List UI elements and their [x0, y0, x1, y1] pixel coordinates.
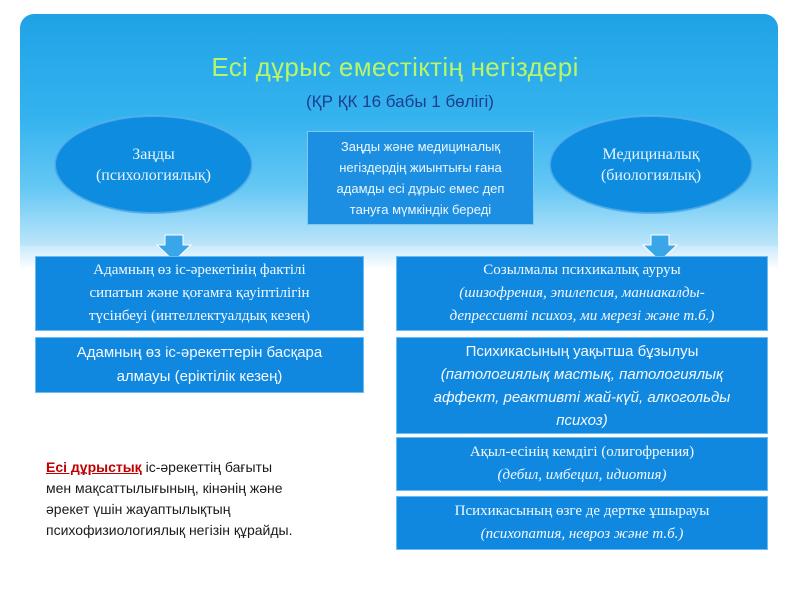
box-heading: Созылмалы психикалық ауруы — [483, 262, 681, 278]
box-line: сипатын және қоғамға қауіптілігін — [89, 285, 310, 301]
box-line: Адамның өз іс-әрекеттерін басқара — [76, 344, 323, 361]
combined-criteria-line: тануға мүмкіндік береді — [349, 202, 492, 217]
medical-basis-label: Медициналық — [602, 145, 700, 163]
other-disorder-box — [396, 496, 768, 550]
box-detail: (психопатия, невроз және т.б.) — [480, 526, 684, 542]
box-detail: депрессивті психоз, ми мерезі және т.б.) — [449, 308, 715, 324]
legal-basis-label: Заңды — [132, 145, 175, 163]
box-heading: Ақыл-есінің кемдігі (олигофрения) — [469, 444, 695, 460]
box-detail: психоз) — [556, 411, 608, 429]
box-heading: Психикасының уақытша бұзылуы — [465, 342, 699, 360]
box-line: түсінбеуі (интеллектуалдық кезең) — [88, 308, 311, 324]
note-line: мен мақсаттылығының, кінәнің және — [46, 480, 283, 496]
combined-criteria-line: адамды есі дұрыс емес деп — [336, 181, 505, 196]
box-detail: (шизофрения, эпилепсия, маниакалды- — [459, 285, 705, 301]
legal-basis-oval — [54, 115, 253, 214]
oligophrenia-box — [396, 437, 768, 491]
legal-basis-sublabel: (психологиялық) — [95, 166, 212, 184]
volitional-criterion-box — [35, 337, 364, 393]
medical-basis-sublabel: (биологиялық) — [600, 166, 702, 184]
slide-subtitle: (ҚР ҚК 16 бабы 1 бөлігі) — [306, 92, 494, 111]
note-line: психофизиологиялық негізін құрайды. — [46, 522, 293, 538]
slide — [20, 14, 778, 584]
medical-basis-oval — [549, 115, 753, 214]
slide-title: Есі дұрыс еместіктің негіздері — [211, 52, 579, 82]
box-detail: (дебил, имбецил, идиотия) — [497, 467, 667, 483]
box-line: Адамның өз іс-әрекетінің фактілі — [93, 262, 306, 278]
temporary-disorder-box — [396, 337, 768, 434]
combined-criteria-line: негіздердің жиынтығы ғана — [339, 160, 502, 175]
note-line: әрекет үшін жауаптылықтың — [46, 501, 231, 517]
box-heading: Психикасының өзге де дертке ұшырауы — [454, 503, 710, 519]
combined-criteria-line: Заңды және медициналық — [340, 139, 501, 154]
box-detail: (патологиялық мастық, патологиялық — [440, 365, 724, 383]
box-line: алмауы (еріктілік кезең) — [116, 368, 283, 385]
combined-criteria-box — [307, 131, 534, 225]
definition-note — [46, 457, 386, 541]
box-detail: аффект, реактивті жай-күй, алкогольды — [433, 388, 731, 406]
intellectual-criterion-box — [35, 256, 364, 331]
note-line: іс-әрекеттің бағыты — [141, 459, 273, 475]
chronic-illness-box — [396, 256, 768, 331]
defined-term: Есі дұрыстық — [46, 459, 142, 475]
